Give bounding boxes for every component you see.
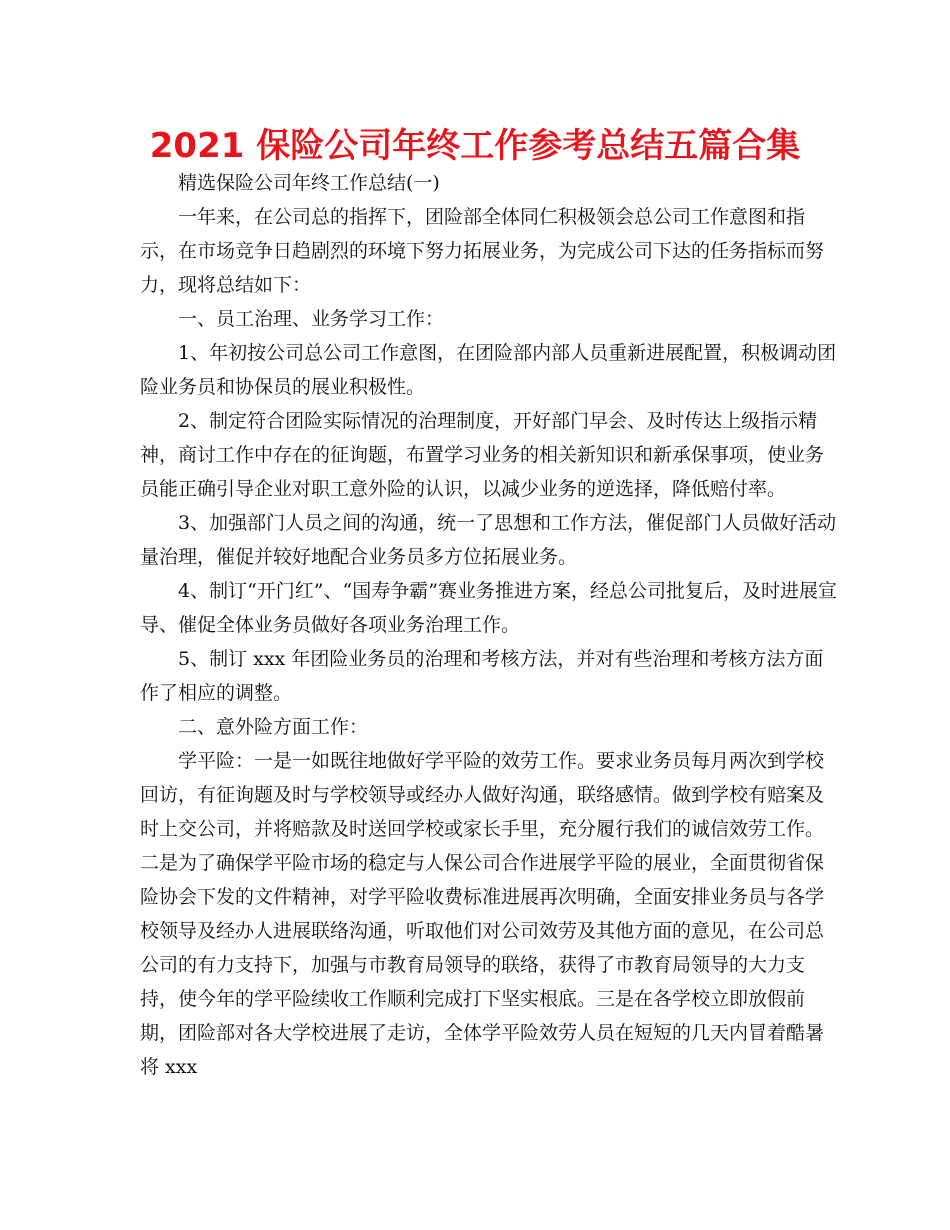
document-subtitle: 精选保险公司年终工作总结(一) xyxy=(178,172,440,194)
paragraph-student-insurance: 学平险：一是一如既往地做好学平险的效劳工作。要求业务员每月两次到学校回访，有征询题及时与学校领导或经办人做好沟通，联络感情。做到学校有赔案及时上交公司，并将赔款及时送回学校或家长手里，充分履行我们的诚信效劳工作。二是为了确保学平险市场的稳定与人保公司合作进展学平险的展业，全面贯彻省保险协会下发的文件精神，对学平险收费标准进展再次明确，全面安排业务员与各学校领导及经办人进展联络沟通，听取他们对公司效劳及其他方面的意见，在公司总公司的有力支持下，加强与市教育局领导的联络，获得了市教育局领导的大力支持，使今年的学平险续收工作顺利完成打下坚实根底。三是在各学校立即放假前期，团险部对各大学校进展了走访，全体学平险效劳人员在短短的几天内冒着酷暑将 xxx xyxy=(140,750,825,1078)
document-title: 2021 保险公司年终工作参考总结五篇合集 xyxy=(149,126,801,166)
document-body xyxy=(140,166,840,1084)
paragraph-item-4: 4、制订“开门红”、“国寿争霸”赛业务推进方案，经总公司批复后，及时进展宣导、催促全体业务员做好各项业务治理工作。 xyxy=(140,580,837,636)
paragraph-item-3: 3、加强部门人员之间的沟通，统一了思想和工作方法，催促部门人员做好活动量治理，催促并较好地配合业务员多方位拓展业务。 xyxy=(140,512,837,568)
paragraph-intro: 一年来，在公司总的指挥下，团险部全体同仁积极领会总公司工作意图和指示，在市场竞争日趋剧烈的环境下努力拓展业务，为完成公司下达的任务指标而努力，现将总结如下： xyxy=(140,206,825,296)
section-heading-staff: 一、员工治理、业务学习工作： xyxy=(178,308,445,330)
paragraph-item-5: 5、制订 xxx 年团险业务员的治理和考核方法，并对有些治理和考核方法方面作了相应的调整。 xyxy=(140,648,824,704)
paragraph-item-1: 1、年初按公司总公司工作意图，在团险部内部人员重新进展配置，积极调动团险业务员和协保员的展业积极性。 xyxy=(140,342,837,398)
section-heading-accident: 二、意外险方面工作： xyxy=(178,716,369,738)
paragraph-item-2: 2、制定符合团险实际情况的治理制度，开好部门早会、及时传达上级指示精神，商讨工作中存在的征询题，布置学习业务的相关新知识和新承保事项，使业务员能正确引导企业对职工意外险的认识，以减少业务的逆选择，降低赔付率。 xyxy=(140,410,825,500)
